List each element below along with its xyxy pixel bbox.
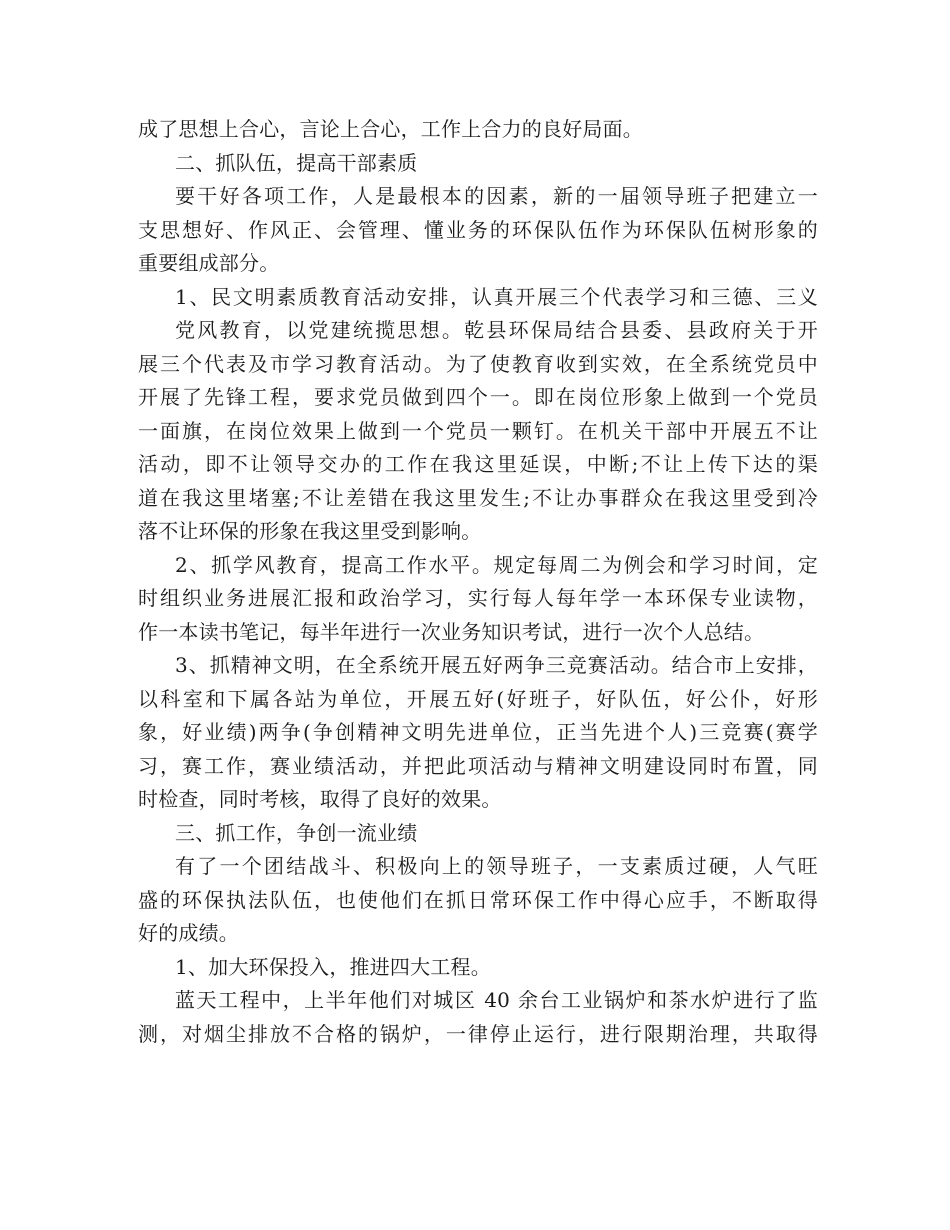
paragraph-line: 支思想好、作风正、会管理、懂业务的环保队伍作为环保队伍树形象的: [138, 217, 818, 242]
paragraph-line: 1、加大环保投入，推进四大工程。: [175, 954, 491, 979]
paragraph-line: 有了一个团结战斗、积极向上的领导班子，一支素质过硬，人气旺: [175, 854, 818, 878]
paragraph-line: 以科室和下属各站为单位，开展五好(好班子，好队伍，好公仆，好形: [138, 686, 818, 711]
paragraph-line: 一面旗，在岗位效果上做到一个党员一颗钉。在机关干部中开展五不让: [138, 418, 818, 443]
paragraph-line: 道在我这里堵塞;不让差错在我这里发生;不让办事群众在我这里受到冷: [138, 485, 818, 510]
paragraph-line: 党风教育，以党建统揽思想。乾县环保局结合县委、县政府关于开: [175, 318, 818, 342]
paragraph-line: 象，好业绩)两争(争创精神文明先进单位，正当先进个人)三竞赛(赛学: [138, 720, 818, 744]
paragraph-line: 展三个代表及市学习教育活动。为了使教育收到实效，在全系统党员中: [138, 351, 818, 376]
paragraph-line: 好的成绩。: [138, 921, 239, 945]
paragraph-line: 盛的环保执法队伍，也使他们在抓日常环保工作中得心应手，不断取得: [138, 887, 818, 912]
section-heading: 三、抓工作，争创一流业绩: [175, 820, 418, 845]
document-page: [138, 113, 818, 1051]
section-heading: 二、抓队伍，提高干部素质: [175, 150, 418, 175]
paragraph-line: 3、抓精神文明，在全系统开展五好两争三竞赛活动。结合市上安排，: [175, 653, 818, 677]
paragraph-line: 测，对烟尘排放不合格的锅炉，一律停止运行，进行限期治理，共取得: [138, 1021, 818, 1046]
paragraph-line: 要干好各项工作，人是最根本的因素，新的一届领导班子把建立一: [175, 184, 818, 208]
paragraph-line: 1、民文明素质教育活动安排，认真开展三个代表学习和三德、三义: [175, 284, 818, 309]
paragraph-line: 时检查，同时考核，取得了良好的效果。: [138, 787, 502, 811]
paragraph-line: 2、抓学风教育，提高工作水平。规定每周二为例会和学习时间，定: [175, 552, 818, 577]
paragraph-line: 时组织业务进展汇报和政治学习，实行每人每年学一本环保专业读物，: [138, 586, 818, 610]
paragraph-line: 作一本读书笔记，每半年进行一次业务知识考试，进行一次个人总结。: [138, 619, 765, 644]
paragraph-line: 开展了先锋工程，要求党员做到四个一。即在岗位形象上做到一个党员: [138, 385, 818, 409]
paragraph-line: 落不让环保的形象在我这里受到影响。: [138, 519, 482, 543]
paragraph-line: 习，赛工作，赛业绩活动，并把此项活动与精神文明建设同时布置，同: [138, 753, 818, 778]
paragraph-line: 活动，即不让领导交办的工作在我这里延误，中断;不让上传下达的渠: [138, 452, 818, 476]
paragraph-line: 重要组成部分。: [138, 251, 280, 275]
paragraph-line: 蓝天工程中，上半年他们对城区 40 余台工业锅炉和茶水炉进行了监: [175, 988, 818, 1012]
paragraph-line: 成了思想上合心，言论上合心，工作上合力的良好局面。: [138, 117, 643, 141]
